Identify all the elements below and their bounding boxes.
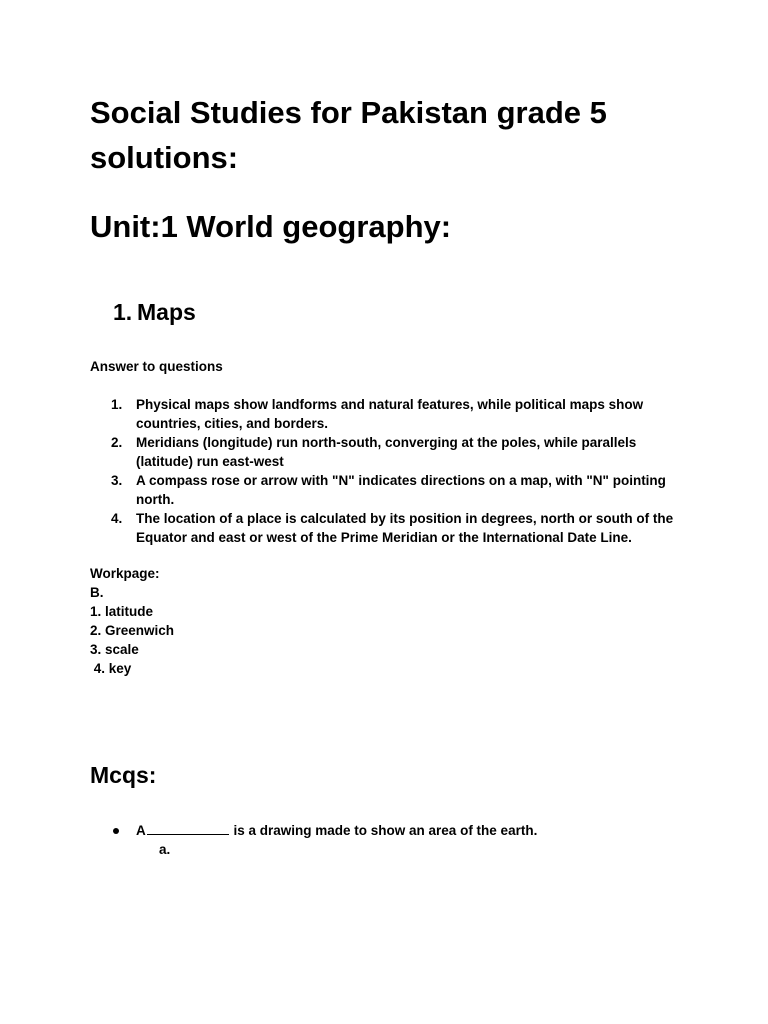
workpage-item: 2. Greenwich (90, 623, 175, 638)
answer-marker: 3. (111, 473, 123, 488)
mcqs-heading: Mcqs: (90, 762, 157, 788)
answer-item (90, 395, 690, 433)
answer-item (90, 433, 690, 471)
answer-text: A compass rose or arrow with "N" indicates directions on a map, with "N" pointing north. (136, 473, 666, 507)
mcq-option: a. (159, 842, 171, 857)
workpage-part: B. (90, 585, 104, 600)
unit-title: Unit:1 World geography: (90, 209, 452, 244)
answer-text: Meridians (longitude) run north-south, converging at the poles, while parallels (latitude) run east-west (136, 435, 637, 469)
answer-marker: 4. (111, 511, 123, 526)
mcq-question-suffix: is a drawing made to show an area of the earth. (229, 823, 538, 838)
fill-in-blank (147, 821, 229, 835)
section-heading (113, 296, 196, 328)
mcq-question-prefix: A (136, 823, 146, 838)
answer-marker: 2. (111, 435, 123, 450)
workpage-item: 4. key (90, 661, 132, 676)
section-number: 1. (113, 299, 133, 325)
bullet-icon (113, 828, 119, 834)
workpage-section (90, 564, 174, 678)
workpage-item: 3. scale (90, 642, 139, 657)
mcq-list (90, 821, 690, 859)
workpage-item: 1. latitude (90, 604, 154, 619)
answers-list (90, 395, 690, 547)
document-title: Social Studies for Pakistan grade 5 solutions: (90, 95, 607, 175)
answer-text: Physical maps show landforms and natural features, while political maps show countries, cities, and borders. (136, 397, 644, 431)
answers-label: Answer to questions (90, 359, 223, 374)
section-name: Maps (137, 299, 196, 325)
workpage-label: Workpage: (90, 566, 160, 581)
answer-text: The location of a place is calculated by its position in degrees, north or south of the Equator and east or west of the Prime Meridian or the International Date Line. (136, 511, 674, 545)
answer-marker: 1. (111, 397, 123, 412)
mcq-question (90, 821, 690, 840)
answer-item (90, 471, 690, 509)
answer-item (90, 509, 690, 547)
